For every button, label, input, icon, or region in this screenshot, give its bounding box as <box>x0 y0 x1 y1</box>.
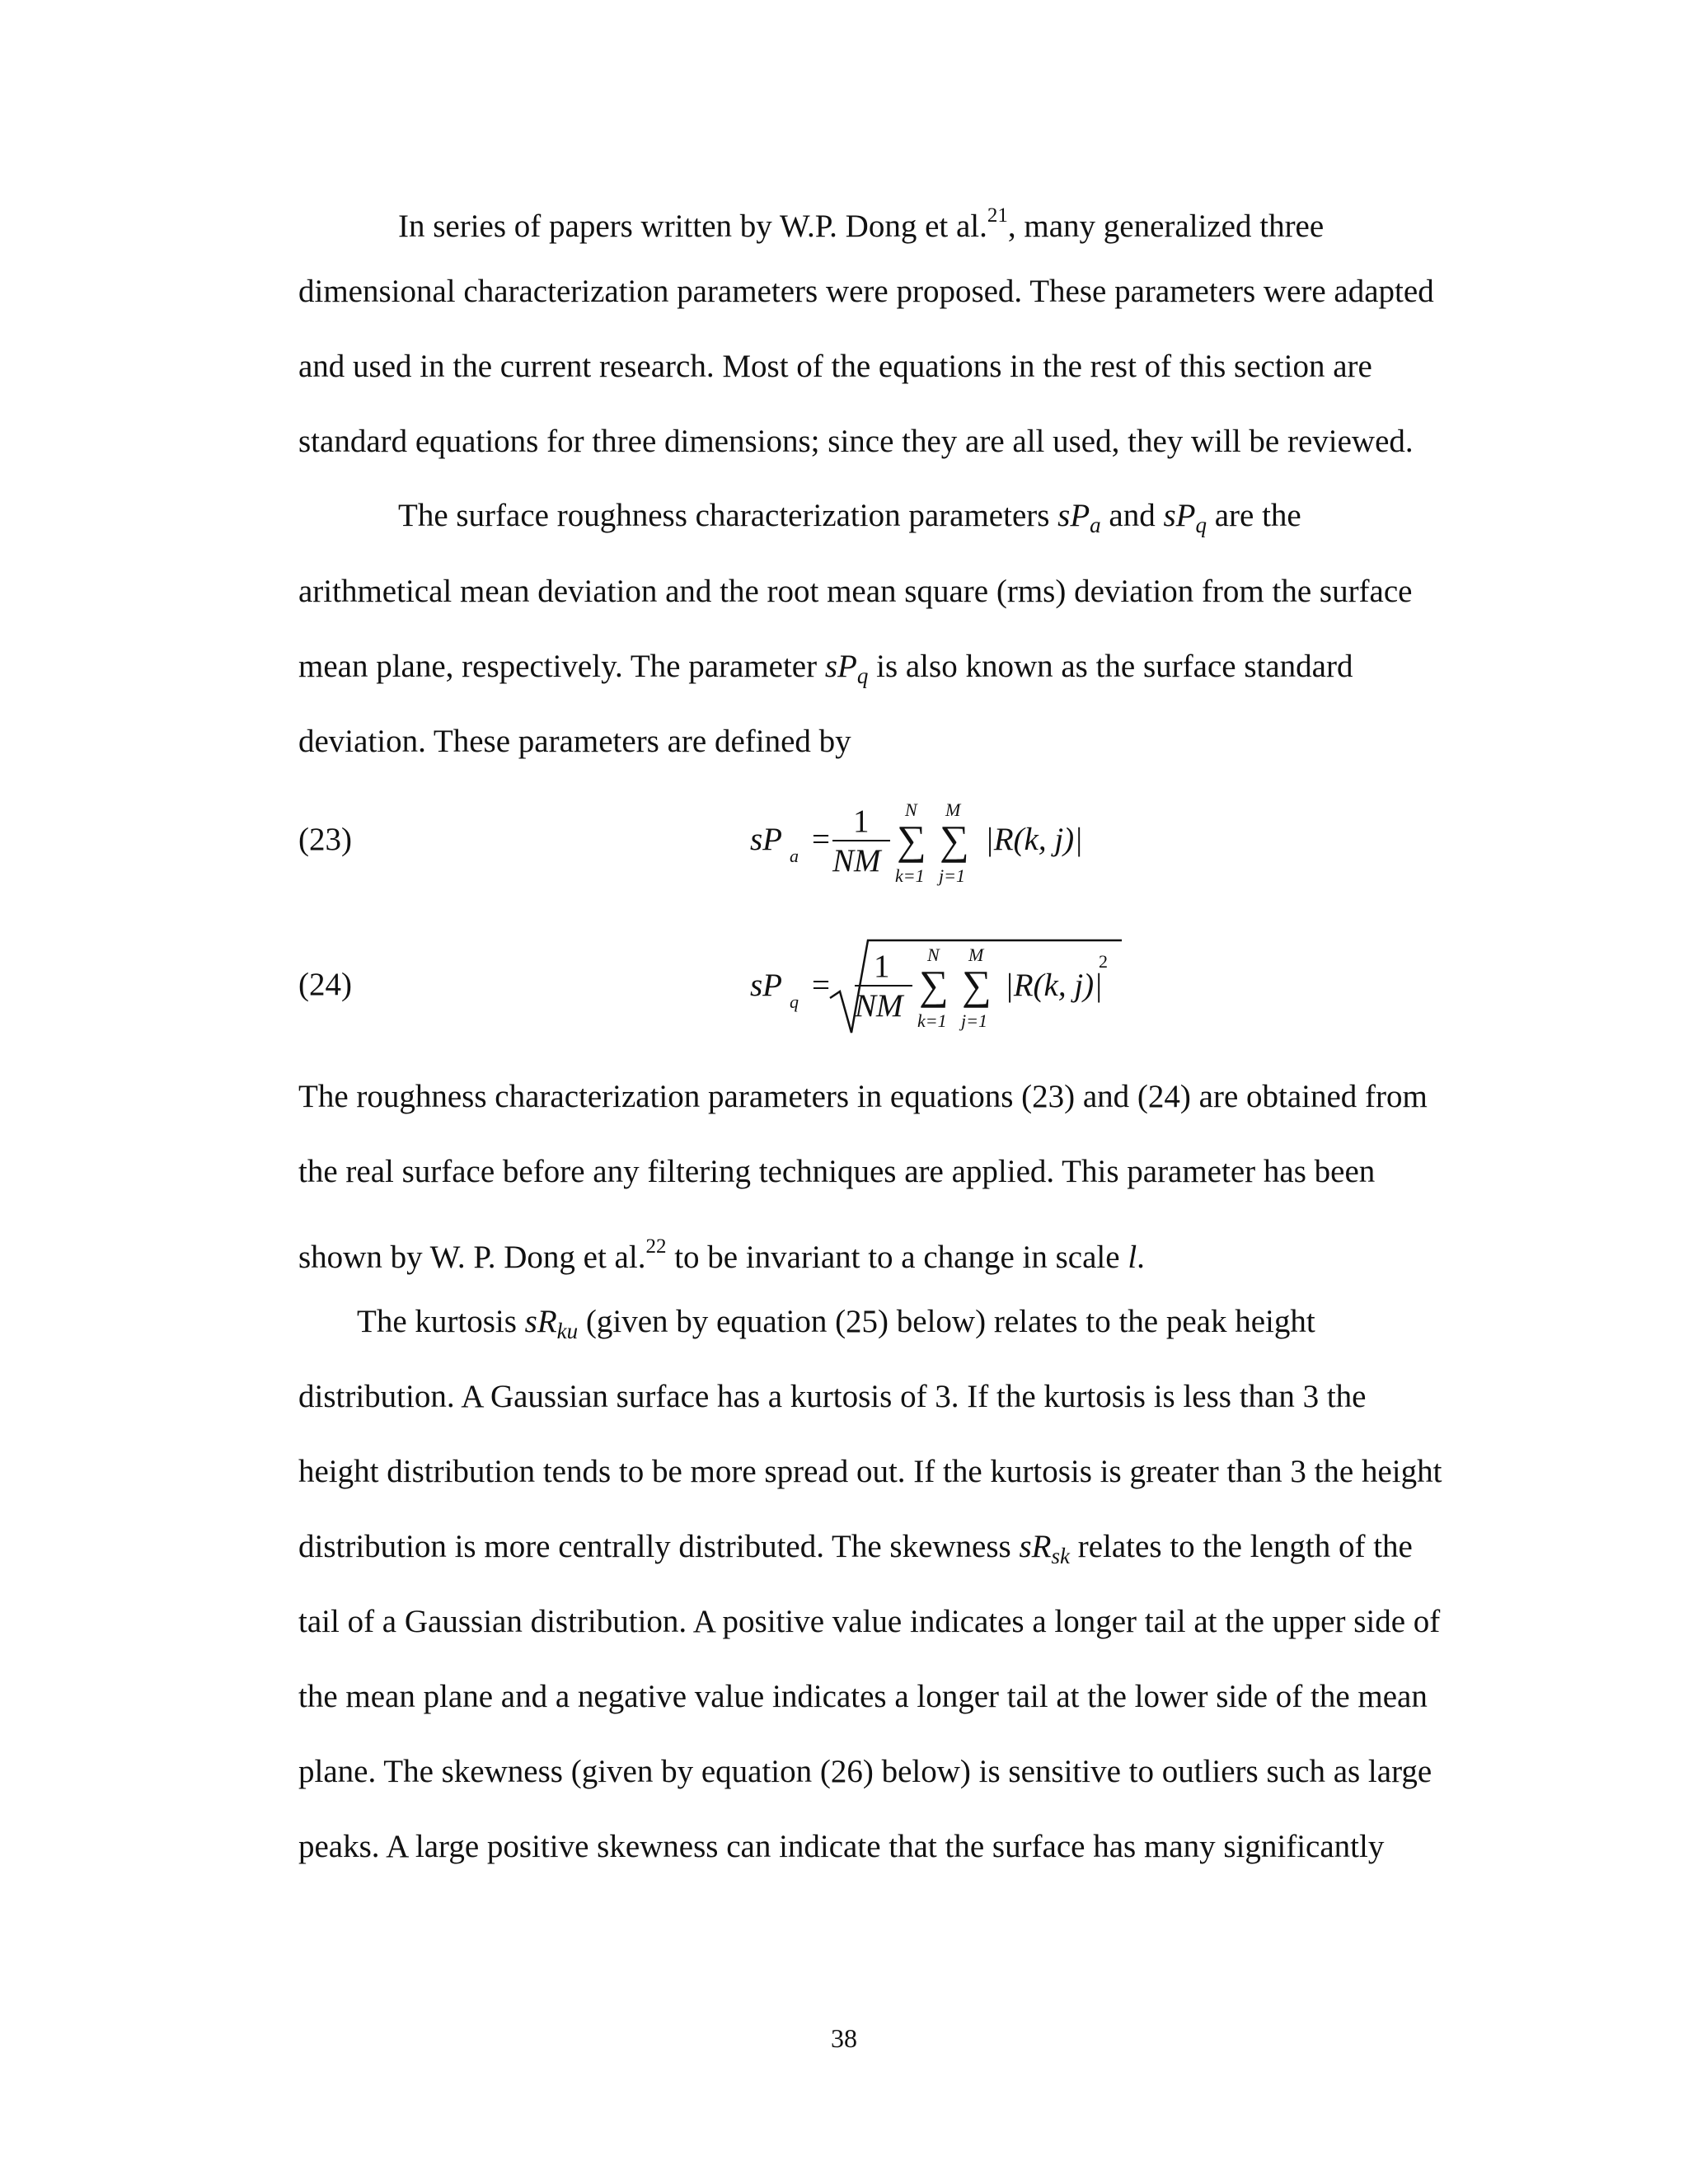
eq24-exponent: 2 <box>1099 951 1108 972</box>
equation-number-24: (24) <box>298 967 352 1002</box>
eq23-lhs: sP <box>750 822 782 857</box>
symbol: sP <box>1163 498 1196 533</box>
eq24-equals: = <box>812 968 830 1003</box>
equation-24 <box>746 930 1125 1037</box>
eq24-term: |R(k, j)| <box>1005 968 1103 1003</box>
p3-line-2: the real surface before any filtering techniques are applied. This parameter has been <box>298 1154 1376 1189</box>
text: shown by W. P. Dong et al. <box>298 1240 646 1275</box>
text: are the <box>1206 498 1301 533</box>
eq23-sigma-2: ∑ <box>940 817 969 863</box>
p4-line-2: distribution. A Gaussian surface has a kurtosis of 3. If the kurtosis is less than 3 the <box>298 1379 1367 1414</box>
eq24-sum2-top: M <box>968 944 984 965</box>
eq23-denominator: NM <box>832 843 881 879</box>
p4-line-7: plane. The skewness (given by equation (26) below) is sensitive to outliers such as large <box>298 1754 1432 1789</box>
p1-line-4: standard equations for three dimensions; since they are all used, they will be reviewed. <box>298 424 1414 459</box>
p3-line-1: The roughness characterization parameters in equations (23) and (24) are obtained from <box>298 1079 1428 1114</box>
text: (given by equation (25) below) relates to the peak height <box>578 1304 1315 1339</box>
text: to be invariant to a change in scale <box>666 1240 1128 1275</box>
p3-line-3 <box>298 1227 1145 1277</box>
eq24-lhs: sP <box>750 968 782 1003</box>
eq24-sum1-top: N <box>927 944 940 965</box>
eq24-sum2-bottom: j=1 <box>961 1010 987 1031</box>
subscript: q <box>856 663 869 688</box>
equation-23 <box>746 791 1109 890</box>
eq24-numerator: 1 <box>874 949 890 984</box>
p2-line-2: arithmetical mean deviation and the root mean square (rms) deviation from the surface <box>298 574 1413 609</box>
eq24-sigma-2: ∑ <box>962 962 992 1008</box>
text: . <box>1137 1240 1145 1275</box>
symbol: sP <box>824 649 857 684</box>
p1-line-3: and used in the current research. Most of the equations in the rest of this section are <box>298 349 1372 384</box>
eq24-fraction-bar <box>855 985 912 987</box>
eq24-denominator: NM <box>855 988 903 1024</box>
subscript: sk <box>1051 1544 1070 1568</box>
p1-line-1 <box>398 196 1324 246</box>
eq23-sum1-bottom: k=1 <box>895 865 925 886</box>
eq23-numerator: 1 <box>853 804 870 839</box>
eq23-sum2-bottom: j=1 <box>939 865 965 886</box>
p2-line-3 <box>298 647 1353 696</box>
p4-line-1 <box>357 1302 1315 1351</box>
eq23-equals: = <box>812 822 830 857</box>
eq24-sigma-1: ∑ <box>919 962 949 1008</box>
eq23-lhs-sub: a <box>790 846 799 866</box>
text: The surface roughness characterization parameters <box>398 498 1058 533</box>
eq23-sum1-top: N <box>905 799 917 820</box>
text: , many generalized three <box>1007 209 1325 244</box>
p1-line-2: dimensional characterization parameters were proposed. These parameters were adapted <box>298 274 1434 309</box>
equation-number-23: (23) <box>298 822 352 857</box>
p4-line-3: height distribution tends to be more spread out. If the kurtosis is greater than 3 the height <box>298 1454 1442 1489</box>
p4-line-8: peaks. A large positive skewness can indicate that the surface has many significantly <box>298 1829 1385 1864</box>
symbol: sR <box>1019 1529 1052 1564</box>
text: and <box>1100 498 1164 533</box>
page-number: 38 <box>831 2023 857 2053</box>
eq24-lhs-sub: q <box>790 991 799 1012</box>
symbol: sR <box>524 1304 557 1339</box>
p4-line-4 <box>298 1527 1413 1576</box>
p4-line-5: tail of a Gaussian distribution. A positive value indicates a longer tail at the upper side of <box>298 1604 1441 1639</box>
subscript: a <box>1090 513 1101 537</box>
citation-ref: 22 <box>645 1235 667 1258</box>
p2-line-1 <box>398 496 1301 545</box>
p2-line-4: deviation. These parameters are defined by <box>298 724 851 759</box>
eq23-fraction-bar <box>832 840 890 841</box>
text: distribution is more centrally distributed. The skewness <box>298 1529 1020 1564</box>
eq23-sigma-1: ∑ <box>897 817 926 863</box>
subscript: ku <box>556 1319 579 1343</box>
text: is also known as the surface standard <box>868 649 1353 684</box>
text: In series of papers written by W.P. Dong et al. <box>398 209 987 244</box>
symbol: l <box>1128 1240 1137 1275</box>
eq23-term: |R(k, j)| <box>985 822 1083 857</box>
citation-ref: 21 <box>987 204 1008 227</box>
subscript: q <box>1195 513 1207 537</box>
text: mean plane, respectively. The parameter <box>298 649 825 684</box>
p4-line-6: the mean plane and a negative value indicates a longer tail at the lower side of the mean <box>298 1679 1428 1714</box>
text: The kurtosis <box>357 1304 525 1339</box>
symbol: sP <box>1057 498 1090 533</box>
eq24-sum1-bottom: k=1 <box>917 1010 947 1031</box>
text: relates to the length of the <box>1069 1529 1413 1564</box>
eq23-sum2-top: M <box>945 799 961 820</box>
